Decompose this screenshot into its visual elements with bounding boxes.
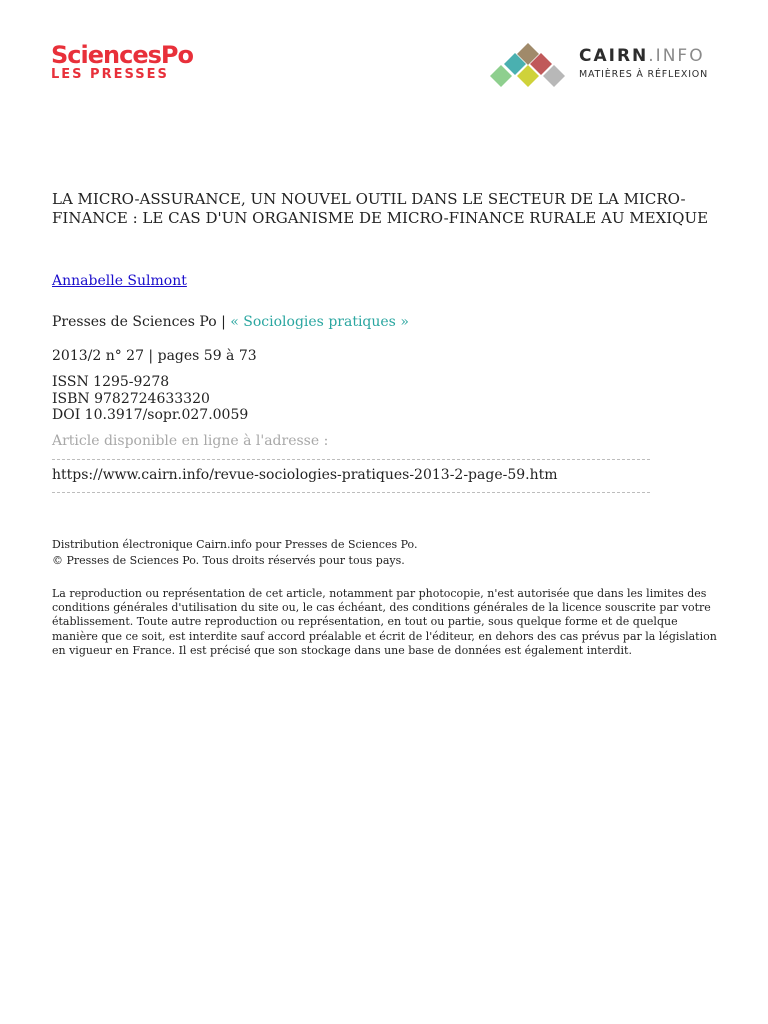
isbn: ISBN 9782724633320 — [52, 390, 210, 407]
cairn-tagline: MATIÈRES À RÉFLEXION — [579, 69, 708, 80]
article-url[interactable]: https://www.cairn.info/revue-sociologies-pratiques-2013-2-page-59.htm — [52, 467, 558, 483]
copyright-text: © Presses de Sciences Po. Tous droits réservés pour tous pays. — [52, 553, 405, 567]
legal-notice: La reproduction ou représentation de cet article, notamment par photocopie, n'est autorisée que dans les limites des conditions générales d'utilisation du site ou, le cas échéant, des conditions générales de la licence souscrite par votre établissement. Toute autre reproduction ou représentation, en tout ou partie, sous quelque forme et de quelque manière que ce soit, est interdite sauf accord préalable et écrit de l'éditeur, en dehors des cas prévus par la législation en vigueur en France. Il est précisé que son stockage dans une base de données est également interdit. — [52, 587, 717, 657]
dashed-divider-top — [52, 459, 650, 460]
availability-label: Article disponible en ligne à l'adresse : — [52, 433, 329, 449]
publisher-name: Presses de Sciences Po | — [52, 314, 226, 330]
distribution-notice — [52, 537, 417, 568]
publisher-line — [52, 314, 409, 330]
cairn-suffix: .INFO — [648, 46, 705, 66]
distribution-text: Distribution électronique Cairn.info pour Presses de Sciences Po. — [52, 538, 418, 551]
logo-brand-text: SciencesPo — [51, 41, 193, 69]
article-title: LA MICRO-ASSURANCE, UN NOUVEL OUTIL DANS LE SECTEUR DE LA MICRO-FINANCE : LE CAS D'UN ORGANISME DE MICRO-FINANCE RURALE AU MEXIQUE — [52, 190, 709, 227]
doi: DOI 10.3917/sopr.027.0059 — [52, 407, 249, 423]
issn: ISSN 1295-9278 — [52, 374, 170, 390]
identifiers — [52, 374, 248, 424]
collection-link[interactable]: « Sociologies pratiques » — [230, 314, 409, 330]
cairn-diamond-mark-icon — [488, 42, 570, 92]
author-link[interactable]: Annabelle Sulmont — [52, 273, 187, 289]
issue-info: 2013/2 n° 27 | pages 59 à 73 — [52, 348, 257, 364]
cairn-info-logo — [488, 42, 728, 92]
sciencespo-presses-logo — [51, 42, 193, 82]
dashed-divider-bottom — [52, 492, 650, 493]
cairn-wordmark — [579, 46, 705, 66]
cairn-name: CAIRN — [579, 46, 649, 66]
logo-sub-text: LES PRESSES — [51, 67, 169, 82]
